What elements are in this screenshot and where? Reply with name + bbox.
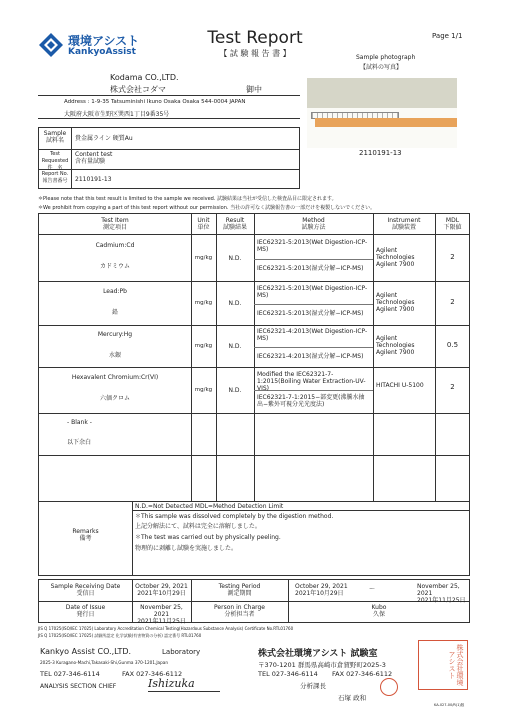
footer-company-jp: 株式会社環境アシスト 試験室 (258, 649, 378, 659)
report-no-value: 2110191-13 (75, 176, 112, 183)
row-cr-instrument: HITACHI U-5100 (376, 382, 424, 389)
test-requested-value: Content test 含有量試験 (75, 151, 113, 165)
row-pb-result: N.D. (228, 300, 242, 307)
row-pb-method1: IEC62321-5:2013(Wet Digestion-ICP-MS) (257, 285, 368, 299)
manager-seal (380, 678, 398, 696)
row-cr-result: N.D. (228, 387, 242, 394)
footer-address-jp: 〒370-1201 群馬県高崎市倉賀野町2025-3 (258, 661, 386, 669)
footer-tel-en: TEL 027-346-6114 (40, 670, 100, 678)
test-requested-label: Test Requested 件 名 (41, 151, 69, 171)
photo-sample-strip (315, 118, 457, 127)
manager-label: 分析課長 (300, 682, 326, 690)
row-hg-method1: IEC62321-4:2013(Wet Digestion-ICP-MS) (257, 328, 368, 342)
remarks-line2: ＊This sample was dissolved completely by the digestion method. (135, 513, 334, 520)
sample-label: Sample 試料名 (43, 130, 67, 144)
form-code: KA-027-00/R(1)版 (434, 703, 465, 707)
period-end: November 25, 2021 2021年11月25日 (417, 583, 466, 604)
header-mdl: MDL 下限値 (443, 217, 462, 231)
sample-value: 貴金属ライン 硬質Au (75, 135, 133, 142)
footer-fax-jp: FAX 027-346-6112 (332, 670, 393, 678)
row-pb-instrument: Agilent Technologies Agilent 7900 (376, 292, 415, 313)
client-address-jp: 大阪府大阪市生野区巽西1丁目9番35号 (64, 111, 170, 118)
row-pb-item: Lead:Pb 鉛 (103, 288, 127, 316)
row-cd-result: N.D. (228, 255, 242, 262)
photo-id: 2110191-13 (359, 149, 402, 157)
logo-text-en: KankyoAssist (68, 47, 136, 57)
receiving-label: Sample Receiving Date 受信日 (50, 583, 121, 597)
row-hg-result: N.D. (228, 343, 242, 350)
person-value: Kubo 久保 (371, 604, 387, 618)
row-cr-method2: IEC62321-7-1:2015−部変更(沸騰水抽出−紫外可視分光光度法) (257, 394, 365, 408)
row-pb-method2: IEC62321-5:2013(湿式分解−ICP-MS) (257, 310, 364, 317)
accreditation-en: JIS Q 17025(ISO/IEC 17025) Laboratory Accreditation Chemical Testing(Hazardous Substance Analysis) Certificate No.RTL01760 (38, 626, 294, 631)
page-title: Test Report (207, 28, 303, 48)
issue-label: Date of Issue 発行日 (65, 604, 106, 618)
row-cr-item: Hexavalent Chromium:Cr(VI) 六価クロム (71, 374, 159, 402)
client-honorific: 御中 (246, 85, 262, 94)
note-limited: ＊Please note that this test result is limited to the sample we received. 試験結果は当社が受信した検査品目に限定されます。 (38, 196, 337, 202)
blank-en: - Blank - (67, 419, 92, 426)
row-hg-instrument: Agilent Technologies Agilent 7900 (376, 335, 415, 356)
page-title-jp: 【 試 験 報 告 書 】 (219, 49, 291, 58)
remarks-line3: 上記分解法にて、試料は完全に溶解しました。 (135, 523, 261, 530)
row-cr-unit: mg/kg (194, 387, 213, 393)
company-seal: 株式会社環境アシスト (418, 640, 468, 690)
row-cr-mdl: 2 (450, 383, 455, 391)
client-address: Address : 1-9-35 Tatsuminishi Ikuno Osaka Osaka 544-0004 JAPAN (64, 99, 246, 105)
footer-address-en: 2025-3 Kuragano-Machi,Takasaki-Shi,Gunma 370-1201,Japan (40, 660, 169, 665)
row-hg-item: Mercury:Hg 水銀 (97, 331, 133, 359)
header-instrument: Instrument 試験装置 (387, 217, 421, 231)
receiving-value: October 29, 2021 2021年10月29日 (135, 583, 188, 597)
period-tilde: 〜 (369, 586, 376, 593)
period-label: Testing Period 測定期間 (218, 583, 261, 597)
footer-tel-jp: TEL 027-346-6114 (258, 670, 318, 678)
person-label: Person in Charge 分析担当者 (214, 604, 265, 618)
note-copy: ＊We prohibit from copying a part of this test report without our permission. 当社の許可なく試験報告書の一部だけを複製しないでください。 (38, 205, 376, 211)
row-pb-mdl: 2 (450, 298, 455, 306)
manager-name: 石塚 政和 (338, 694, 367, 702)
header-test-item: Test Item 測定項目 (101, 217, 129, 231)
row-hg-unit: mg/kg (194, 343, 213, 349)
client-underline (38, 95, 300, 96)
footer-company-en: Kankyo Assist CO.,LTD. (40, 647, 132, 656)
chief-signature-line (148, 691, 220, 692)
sample-photo-label: Sample photograph (356, 54, 416, 61)
results-table (38, 213, 470, 576)
remarks-line1: N.D.=Not Detected MDL=Method Detection Limit (135, 503, 284, 510)
row-cd-mdl: 2 (450, 253, 455, 261)
row-cr-method1: Modified the IEC62321-7-1:2015(Boiling Water Extraction-UV-VIS) (257, 371, 366, 392)
row-cd-instrument: Agilent Technologies Agilent 7900 (376, 247, 415, 268)
sample-photo-label-jp: 【試料の写真】 (360, 64, 403, 71)
remarks-label: Remarks 備考 (72, 528, 99, 542)
sample-photo (307, 78, 457, 157)
row-hg-method2: IEC62321-4:2013(湿式分解−ICP-MS) (257, 353, 364, 360)
address-underline (38, 118, 300, 119)
row-cd-method2: IEC62321-5:2013(湿式分解−ICP-MS) (257, 265, 364, 272)
dates-box (38, 579, 470, 623)
row-cd-item: Cadmium:Cd カドミウム (95, 242, 135, 270)
period-start: October 29, 2021 2021年10月29日 (295, 583, 348, 597)
page-number: Page 1/1 (432, 32, 463, 40)
logo-text-jp: 環境アシスト (68, 34, 140, 48)
row-cd-method1: IEC62321-5:2013(Wet Digestion-ICP-MS) (257, 239, 368, 253)
accreditation-jp: JIS Q 17025(ISO/IEC 17025) 試験所認定 化学試験(有害物質の分析) 認定番号 RTL01760 (38, 633, 202, 638)
issue-value: November 25, 2021 2021年11月25日 (137, 604, 186, 625)
report-no-label: Report No. 報告書番号 (41, 171, 69, 184)
client-name-jp: 株式会社コダマ (110, 85, 166, 94)
sample-info-box (38, 127, 300, 189)
row-cd-unit: mg/kg (194, 255, 213, 261)
chief-signature: Ishizuka (148, 677, 195, 690)
footer-chief-label: ANALYSIS SECTION CHIEF (40, 683, 117, 690)
client-name-en: Kodama CO.,LTD. (110, 73, 179, 82)
header-unit: Unit 単位 (197, 217, 210, 231)
header-result: Result 試験結果 (222, 217, 247, 231)
blank-jp: 以下余白 (67, 439, 92, 446)
logo-mark-icon (38, 32, 64, 58)
remarks-line4: ＊The test was carried out by physically peeling. (135, 534, 281, 541)
photo-ruler (307, 78, 457, 108)
footer-fax-en: FAX 027-346-6112 (122, 670, 183, 678)
row-pb-unit: mg/kg (194, 300, 213, 306)
header-method: Method 試験方法 (301, 217, 326, 231)
footer-lab: Laboratory (162, 648, 201, 656)
remarks-line5: 物理的に剥離し試験を実施しました。 (135, 545, 238, 552)
row-hg-mdl: 0.5 (446, 341, 459, 349)
company-logo (38, 31, 158, 61)
